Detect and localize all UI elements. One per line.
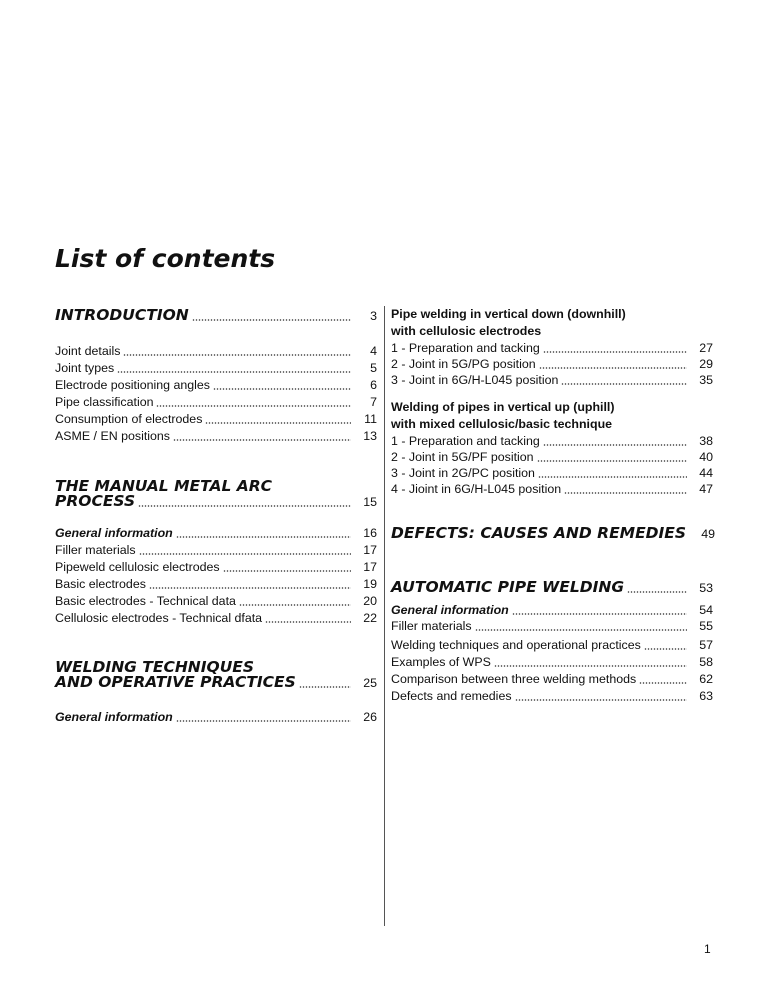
toc-entry-label: Defects and remedies	[391, 689, 512, 703]
toc-entry-label: General information	[55, 526, 173, 540]
toc-leader-dots	[149, 587, 351, 589]
page-title: List of contents	[55, 244, 276, 273]
toc-entry-label: 4 - Jioint in 6G/H-L045 position	[391, 482, 562, 496]
toc-entry-label: Electrode positioning angles	[55, 378, 210, 392]
toc-section-automatic[interactable]	[391, 578, 713, 597]
toc-leader-dots	[512, 613, 687, 615]
toc-entry[interactable]	[391, 340, 713, 357]
toc-entry[interactable]	[391, 481, 713, 498]
toc-section-title: DEFECTS: CAUSES AND REMEDIES	[391, 524, 687, 542]
toc-entry-label: 2 - Joint in 5G/PF position	[391, 450, 534, 464]
toc-entry-label: Cellulosic electrodes - Technical dfata	[55, 611, 263, 625]
toc-section-defects[interactable]	[391, 524, 716, 543]
toc-leader-dots	[561, 383, 687, 385]
toc-entry[interactable]	[55, 343, 377, 360]
toc-section-title: PROCESS	[55, 492, 136, 510]
toc-entry[interactable]	[391, 465, 713, 482]
toc-entry-label: 3 - Joint in 6G/H-L045 position	[391, 373, 559, 387]
toc-page-number: 22	[363, 611, 377, 625]
toc-entry[interactable]	[55, 525, 377, 542]
toc-entry-label: 1 - Preparation and tacking	[391, 434, 540, 448]
toc-entry[interactable]	[391, 637, 713, 654]
toc-leader-dots	[299, 686, 351, 688]
toc-page-number: 53	[699, 581, 713, 595]
toc-page-number: 54	[699, 603, 713, 617]
toc-page-number: 40	[699, 450, 713, 464]
toc-leader-dots	[639, 682, 687, 684]
toc-group-heading: Pipe welding in vertical down (downhill)	[391, 307, 626, 321]
toc-page-number: 20	[363, 594, 377, 608]
toc-page-number: 11	[364, 412, 377, 426]
toc-entry-label: General information	[391, 603, 509, 617]
toc-leader-dots	[192, 319, 351, 321]
toc-section-title: AND OPERATIVE PRACTICES	[55, 673, 296, 691]
toc-entry[interactable]	[391, 433, 713, 450]
toc-leader-dots	[123, 354, 351, 356]
toc-entry-label: 1 - Preparation and tacking	[391, 341, 540, 355]
toc-page-number: 29	[699, 357, 713, 371]
toc-leader-dots	[543, 444, 687, 446]
toc-entry-label: Joint details	[55, 344, 121, 358]
toc-leader-dots	[173, 439, 351, 441]
toc-entry-label: Filler materials	[55, 543, 136, 557]
toc-entry[interactable]	[55, 610, 377, 627]
column-divider	[384, 306, 385, 926]
toc-entry[interactable]	[391, 372, 713, 389]
toc-page-number: 35	[699, 373, 713, 387]
toc-page-number: 13	[363, 429, 377, 443]
toc-entry-label: Comparison between three welding methods	[391, 672, 637, 686]
toc-section-welding-techniques[interactable]	[55, 673, 377, 692]
toc-group-heading: Welding of pipes in vertical up (uphill)	[391, 400, 615, 414]
toc-entry-label: Examples of WPS	[391, 655, 491, 669]
toc-entry[interactable]	[55, 559, 377, 576]
toc-leader-dots	[538, 476, 687, 478]
toc-entry-label: General information	[55, 710, 173, 724]
toc-entry[interactable]	[391, 654, 713, 671]
toc-page-number: 57	[699, 638, 713, 652]
toc-leader-dots	[138, 505, 351, 507]
toc-page-number: 17	[363, 543, 377, 557]
toc-page-number: 26	[363, 710, 377, 724]
toc-entry[interactable]	[391, 671, 713, 688]
toc-leader-dots	[475, 629, 687, 631]
toc-entry-label: Basic electrodes	[55, 577, 146, 591]
toc-page-number: 16	[363, 526, 377, 540]
toc-leader-dots	[213, 388, 351, 390]
toc-section-title: AUTOMATIC PIPE WELDING	[391, 578, 625, 596]
toc-entry-label: Welding techniques and operational practices	[391, 638, 641, 652]
toc-section-title: INTRODUCTION	[55, 306, 189, 324]
toc-leader-dots	[139, 553, 351, 555]
toc-page-number: 4	[370, 344, 377, 358]
toc-entry-label: 3 - Joint in 2G/PC position	[391, 466, 535, 480]
toc-page-number: 38	[699, 434, 713, 448]
toc-page-number: 15	[363, 495, 377, 509]
toc-section-mma[interactable]	[55, 492, 377, 511]
toc-entry[interactable]	[391, 618, 713, 635]
toc-entry-label: Basic electrodes - Technical data	[55, 594, 236, 608]
toc-page-number: 58	[699, 655, 713, 669]
toc-page-number: 55	[699, 619, 713, 633]
toc-entry-label: Joint types	[55, 361, 115, 375]
toc-leader-dots	[117, 371, 351, 373]
toc-page-number: 47	[699, 482, 713, 496]
toc-entry-label: Pipe classification	[55, 395, 154, 409]
toc-entry-label: 2 - Joint in 5G/PG position	[391, 357, 536, 371]
toc-leader-dots	[644, 648, 687, 650]
toc-leader-dots	[627, 591, 687, 593]
toc-leader-dots	[205, 422, 351, 424]
page-number: 1	[704, 942, 711, 956]
toc-page-number: 49	[701, 527, 716, 541]
toc-page-number: 3	[370, 309, 377, 323]
toc-page-number: 63	[699, 689, 713, 703]
toc-leader-dots	[543, 351, 687, 353]
toc-entry[interactable]	[55, 593, 377, 610]
toc-page-number: 17	[363, 560, 377, 574]
toc-entry[interactable]	[55, 542, 377, 559]
toc-group-heading: with mixed cellulosic/basic technique	[391, 417, 613, 431]
toc-entry[interactable]	[55, 377, 377, 394]
toc-entry[interactable]	[391, 688, 713, 705]
toc-entry-label: Consumption of electrodes	[55, 412, 203, 426]
toc-section-introduction[interactable]	[55, 306, 377, 325]
toc-entry[interactable]	[391, 602, 713, 619]
toc-leader-dots	[176, 720, 351, 722]
toc-page-number: 27	[699, 341, 713, 355]
toc-entry[interactable]	[391, 449, 713, 466]
toc-page-number: 44	[699, 466, 713, 480]
toc-entry[interactable]	[55, 576, 377, 593]
toc-page-number: 62	[699, 672, 713, 686]
toc-entry[interactable]	[55, 411, 377, 428]
toc-page-number: 7	[370, 395, 377, 409]
toc-leader-dots	[494, 665, 687, 667]
toc-entry[interactable]	[391, 356, 713, 373]
toc-entry[interactable]	[55, 709, 377, 726]
toc-entry-label: Pipeweld cellulosic electrodes	[55, 560, 220, 574]
toc-entry-label: ASME / EN positions	[55, 429, 171, 443]
toc-page-number: 6	[370, 378, 377, 392]
toc-leader-dots	[537, 460, 687, 462]
toc-page-number: 19	[363, 577, 377, 591]
toc-entry[interactable]	[55, 394, 377, 411]
toc-page-number: 25	[363, 676, 377, 690]
toc-leader-dots	[515, 699, 687, 701]
toc-leader-dots	[176, 536, 351, 538]
toc-leader-dots	[265, 621, 351, 623]
toc-entry-label: Filler materials	[391, 619, 472, 633]
toc-section-title: WELDING TECHNIQUES	[55, 658, 255, 676]
toc-entry[interactable]	[55, 360, 377, 377]
toc-leader-dots	[539, 367, 687, 369]
toc-group-heading: with cellulosic electrodes	[391, 324, 542, 338]
toc-leader-dots	[564, 492, 687, 494]
toc-page-number: 5	[370, 361, 377, 375]
toc-section-title: THE MANUAL METAL ARC	[55, 477, 273, 495]
toc-leader-dots	[239, 604, 351, 606]
toc-leader-dots	[156, 405, 351, 407]
toc-entry[interactable]	[55, 428, 377, 445]
toc-leader-dots	[223, 570, 351, 572]
